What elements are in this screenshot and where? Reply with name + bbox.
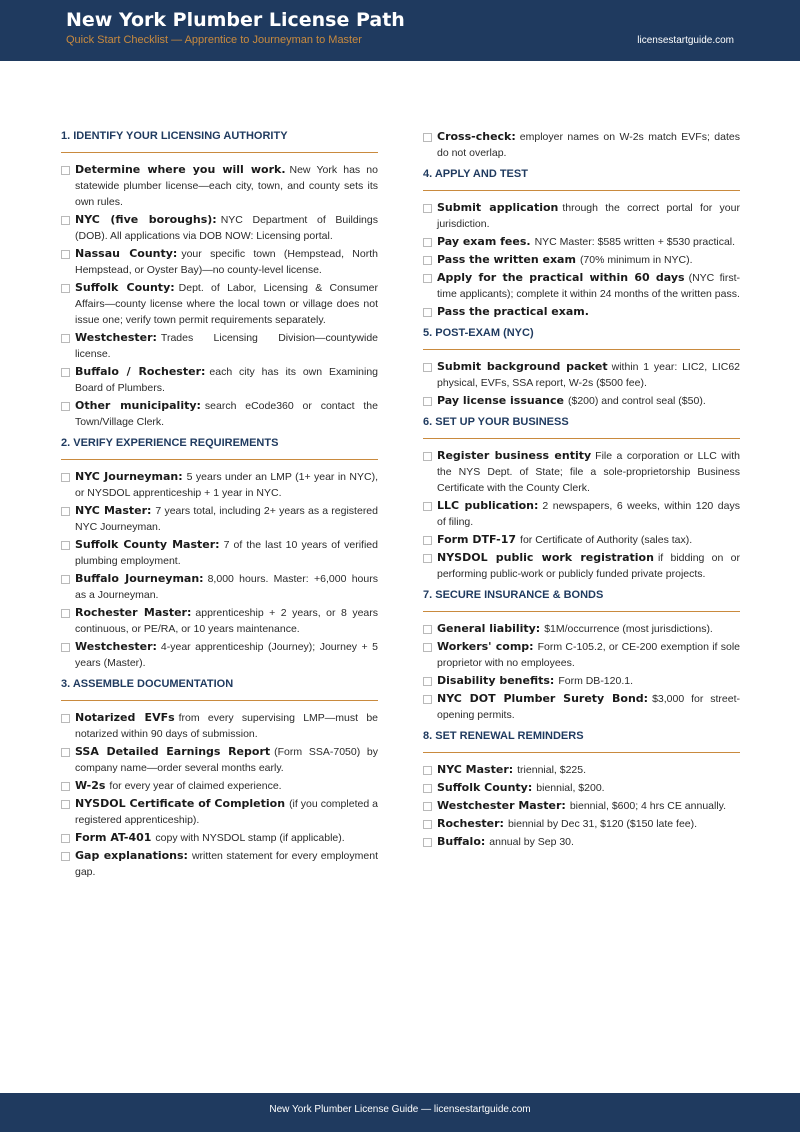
- checklist-item: [423, 780, 740, 796]
- checklist-item: [61, 469, 378, 501]
- checklist-section: [61, 436, 378, 671]
- item-lead: General liability:: [437, 622, 541, 635]
- checklist-item: [61, 246, 378, 278]
- item-lead: Buffalo Journeyman:: [75, 572, 204, 585]
- checklist-section: [423, 326, 740, 409]
- item-text: 7 years total, including 2+ years as a registered NYC Journeyman.: [75, 505, 378, 533]
- checklist-item: [61, 710, 378, 742]
- item-lead: Other municipality:: [75, 399, 201, 412]
- checklist-item: [423, 129, 740, 161]
- item-lead: NYC Journeyman:: [75, 470, 183, 483]
- checkbox[interactable]: [423, 625, 432, 634]
- item-text: $3,000 for street-opening permits.: [437, 693, 740, 721]
- item-lead: Suffolk County:: [437, 781, 533, 794]
- checklist-item: [61, 639, 378, 671]
- item-text: if bidding on or performing public-work or publicly funded private projects.: [437, 552, 740, 580]
- item-text: written statement for every employment gap.: [75, 850, 378, 878]
- checkbox[interactable]: [423, 397, 432, 406]
- page-header: [0, 0, 800, 61]
- checklist-item: [423, 359, 740, 391]
- item-text: (NYC first-time applicants); complete it within 24 months of the written pass.: [437, 272, 741, 300]
- checkbox[interactable]: [61, 402, 70, 411]
- item-lead: Suffolk County Master:: [75, 538, 220, 551]
- checklist-item: [61, 605, 378, 637]
- checkbox[interactable]: [423, 802, 432, 811]
- item-lead: Gap explanations:: [75, 849, 188, 862]
- section-heading: 4. APPLY AND TEST: [423, 167, 740, 191]
- item-lead: W-2s: [75, 779, 106, 792]
- checklist-section: [423, 167, 740, 320]
- item-text: 5 years under an LMP (1+ year in NYC), or NYSDOL apprenticeship + 1 year in NYC.: [75, 471, 378, 499]
- checklist-item: [61, 212, 378, 244]
- page-footer: [0, 1093, 800, 1132]
- item-text: biennial, $600; 4 hrs CE annually.: [569, 800, 727, 812]
- checkbox[interactable]: [423, 695, 432, 704]
- checklist-section: [423, 415, 740, 582]
- checklist-section: [423, 129, 740, 161]
- checkbox[interactable]: [61, 609, 70, 618]
- item-lead: NYC DOT Plumber Surety Bond:: [437, 692, 649, 705]
- section-heading: 5. POST-EXAM (NYC): [423, 326, 740, 350]
- item-text: Dept. of Labor, Licensing & Consumer Affairs—county license where the local town or village does not issue one; verify town permit requirements separately.: [75, 282, 378, 326]
- checklist-item: [61, 848, 378, 880]
- item-text: biennial, $200.: [536, 782, 605, 794]
- checkbox[interactable]: [61, 782, 70, 791]
- checkbox[interactable]: [61, 541, 70, 550]
- item-text: New York has no statewide plumber license—each city, town, and county sets its own rules.: [75, 164, 378, 208]
- item-lead: Buffalo:: [437, 835, 486, 848]
- checklist-item: [61, 364, 378, 396]
- checklist-item: [423, 252, 740, 268]
- item-lead: NYSDOL Certificate of Completion: [75, 797, 286, 810]
- item-lead: Submit background packet: [437, 360, 608, 373]
- item-text: 7 of the last 10 years of verified plumbing employment.: [75, 539, 378, 567]
- checkbox[interactable]: [423, 274, 432, 283]
- item-text: employer names on W-2s match EVFs; dates do not overlap.: [437, 131, 740, 159]
- item-text: NYC Department of Buildings (DOB). All applications via DOB NOW: Licensing portal.: [75, 214, 378, 242]
- checklist-item: [423, 234, 740, 250]
- item-lead: Rochester Master:: [75, 606, 192, 619]
- checklist-item: [423, 393, 740, 409]
- item-text: $1M/occurrence (most jurisdictions).: [544, 623, 713, 635]
- item-text: triennial, $225.: [517, 764, 587, 776]
- checkbox[interactable]: [61, 834, 70, 843]
- item-lead: NYC Master:: [75, 504, 152, 517]
- item-lead: Pay license issuance: [437, 394, 564, 407]
- checklist-item: [423, 532, 740, 548]
- item-lead: LLC publication:: [437, 499, 539, 512]
- item-text: File a corporation or LLC with the NYS Dept. of State; file a sole-proprietorship Business Certificate with the County Clerk.: [437, 450, 740, 494]
- checkbox[interactable]: [61, 284, 70, 293]
- item-text: NYC Master: $585 written + $530 practical.: [534, 236, 736, 248]
- item-text: biennial by Dec 31, $120 ($150 late fee).: [507, 818, 698, 830]
- item-text: 2 newspapers, 6 weeks, within 120 days of filing.: [437, 500, 740, 528]
- item-text: through the correct portal for your jurisdiction.: [437, 202, 740, 230]
- item-lead: NYC Master:: [437, 763, 514, 776]
- item-lead: Submit application: [437, 201, 559, 214]
- section-heading: 6. SET UP YOUR BUSINESS: [423, 415, 740, 439]
- checkbox[interactable]: [423, 256, 432, 265]
- item-text: for Certificate of Authority (sales tax).: [520, 534, 693, 546]
- item-lead: Pass the practical exam.: [437, 305, 589, 318]
- item-lead: Westchester:: [75, 331, 157, 344]
- checklist-item: [423, 798, 740, 814]
- item-text: copy with NYSDOL stamp (if applicable).: [155, 832, 345, 844]
- checkbox[interactable]: [423, 308, 432, 317]
- checklist-item: [423, 834, 740, 850]
- checkbox[interactable]: [61, 334, 70, 343]
- checklist-item: [61, 796, 378, 828]
- item-lead: Cross-check:: [437, 130, 516, 143]
- item-text: Trades Licensing Division—countywide license.: [75, 332, 378, 360]
- checklist-item: [61, 330, 378, 362]
- checklist-item: [423, 673, 740, 689]
- right-column: [423, 129, 740, 852]
- checkbox[interactable]: [61, 507, 70, 516]
- item-text: 4-year apprenticeship (Journey); Journey + 5 years (Master).: [75, 641, 378, 669]
- checkbox[interactable]: [423, 554, 432, 563]
- item-lead: Westchester Master:: [437, 799, 566, 812]
- page-subtitle: Quick Start Checklist — Apprentice to Journeyman to Master: [66, 34, 362, 46]
- item-lead: Apply for the practical within 60 days: [437, 271, 685, 284]
- checklist-section: [423, 729, 740, 850]
- item-text: Form DB-120.1.: [558, 675, 634, 687]
- item-text: each city has its own Examining Board of Plumbers.: [75, 366, 379, 394]
- checkbox[interactable]: [423, 784, 432, 793]
- checkbox[interactable]: [423, 502, 432, 511]
- checkbox[interactable]: [423, 536, 432, 545]
- section-heading: 7. SECURE INSURANCE & BONDS: [423, 588, 740, 612]
- checklist-item: [423, 762, 740, 778]
- checklist-item: [61, 744, 378, 776]
- checklist-item: [423, 816, 740, 832]
- checklist-item: [423, 498, 740, 530]
- checklist-section: [61, 677, 378, 880]
- item-lead: NYC (five boroughs):: [75, 213, 217, 226]
- checkbox[interactable]: [61, 575, 70, 584]
- checkbox[interactable]: [61, 714, 70, 723]
- checklist-item: [423, 639, 740, 671]
- checkbox[interactable]: [61, 368, 70, 377]
- checkbox[interactable]: [423, 204, 432, 213]
- checkbox[interactable]: [423, 766, 432, 775]
- checkbox[interactable]: [61, 643, 70, 652]
- checkbox[interactable]: [423, 363, 432, 372]
- site-url: licensestartguide.com: [637, 35, 734, 46]
- checkbox[interactable]: [423, 452, 432, 461]
- checkbox[interactable]: [61, 800, 70, 809]
- checklist-item: [61, 280, 378, 328]
- checkbox[interactable]: [61, 748, 70, 757]
- checkbox[interactable]: [423, 643, 432, 652]
- page-title: New York Plumber License Path: [66, 9, 405, 31]
- item-text: 8,000 hours. Master: +6,000 hours as a Journeyman.: [75, 573, 378, 601]
- left-column: [61, 129, 378, 882]
- section-heading: 2. VERIFY EXPERIENCE REQUIREMENTS: [61, 436, 378, 460]
- item-lead: Disability benefits:: [437, 674, 555, 687]
- item-text: from every supervising LMP—must be notarized within 90 days of submission.: [75, 712, 378, 740]
- checkbox[interactable]: [61, 216, 70, 225]
- item-text: for every year of claimed experience.: [109, 780, 282, 792]
- footer-text: New York Plumber License Guide — licensestartguide.com: [269, 1104, 531, 1115]
- item-lead: Workers' comp:: [437, 640, 534, 653]
- item-lead: NYSDOL public work registration: [437, 551, 654, 564]
- checkbox[interactable]: [423, 238, 432, 247]
- item-text: (70% minimum in NYC).: [579, 254, 693, 266]
- item-lead: Form AT-401: [75, 831, 152, 844]
- item-text: search eCode360 or contact the Town/Village Clerk.: [75, 400, 378, 428]
- checkbox[interactable]: [423, 820, 432, 829]
- checklist-item: [61, 778, 378, 794]
- checklist-item: [61, 503, 378, 535]
- item-text: (if you completed a registered apprenticeship).: [75, 798, 378, 826]
- item-lead: Buffalo / Rochester:: [75, 365, 206, 378]
- section-heading: 3. ASSEMBLE DOCUMENTATION: [61, 677, 378, 701]
- item-lead: Pass the written exam: [437, 253, 576, 266]
- item-text: apprenticeship + 2 years, or 8 years continuous, or PE/RA, or 10 years maintenance.: [75, 607, 378, 635]
- item-lead: Register business entity: [437, 449, 592, 462]
- item-lead: Form DTF-17: [437, 533, 517, 546]
- checklist-item: [423, 304, 740, 320]
- item-text: annual by Sep 30.: [489, 836, 574, 848]
- item-lead: Rochester:: [437, 817, 504, 830]
- section-heading: 8. SET RENEWAL REMINDERS: [423, 729, 740, 753]
- checklist-section: [61, 129, 378, 430]
- checklist-item: [423, 270, 740, 302]
- item-lead: SSA Detailed Earnings Report: [75, 745, 271, 758]
- checklist-item: [61, 398, 378, 430]
- item-text: Form C-105.2, or CE-200 exemption if sole proprietor with no employees.: [437, 641, 741, 669]
- section-heading: 1. IDENTIFY YOUR LICENSING AUTHORITY: [61, 129, 378, 153]
- checkbox[interactable]: [423, 677, 432, 686]
- checkbox[interactable]: [423, 133, 432, 142]
- checklist-item: [61, 571, 378, 603]
- item-lead: Pay exam fees.: [437, 235, 531, 248]
- checklist-item: [423, 200, 740, 232]
- checklist-item: [423, 691, 740, 723]
- checklist-item: [61, 830, 378, 846]
- checklist-item: [61, 537, 378, 569]
- item-lead: Suffolk County:: [75, 281, 175, 294]
- checkbox[interactable]: [61, 250, 70, 259]
- checklist-item: [423, 621, 740, 637]
- checklist-section: [423, 588, 740, 723]
- item-lead: Determine where you will work.: [75, 163, 286, 176]
- item-text: ($200) and control seal ($50).: [567, 395, 706, 407]
- item-text: your specific town (Hempstead, North Hempstead, or Oyster Bay)—no county-level license.: [75, 248, 378, 276]
- checkbox[interactable]: [423, 838, 432, 847]
- checklist-item: [61, 162, 378, 210]
- item-lead: Nassau County:: [75, 247, 178, 260]
- item-lead: Notarized EVFs: [75, 711, 175, 724]
- checklist-item: [423, 550, 740, 582]
- item-text: (Form SSA-7050) by company name—order several months early.: [75, 746, 379, 774]
- item-lead: Westchester:: [75, 640, 157, 653]
- item-text: within 1 year: LIC2, LIC62 physical, EVFs, SSA report, W-2s ($500 fee).: [437, 361, 741, 389]
- checklist-item: [423, 448, 740, 496]
- checkbox[interactable]: [61, 852, 70, 861]
- checkbox[interactable]: [61, 473, 70, 482]
- checkbox[interactable]: [61, 166, 70, 175]
